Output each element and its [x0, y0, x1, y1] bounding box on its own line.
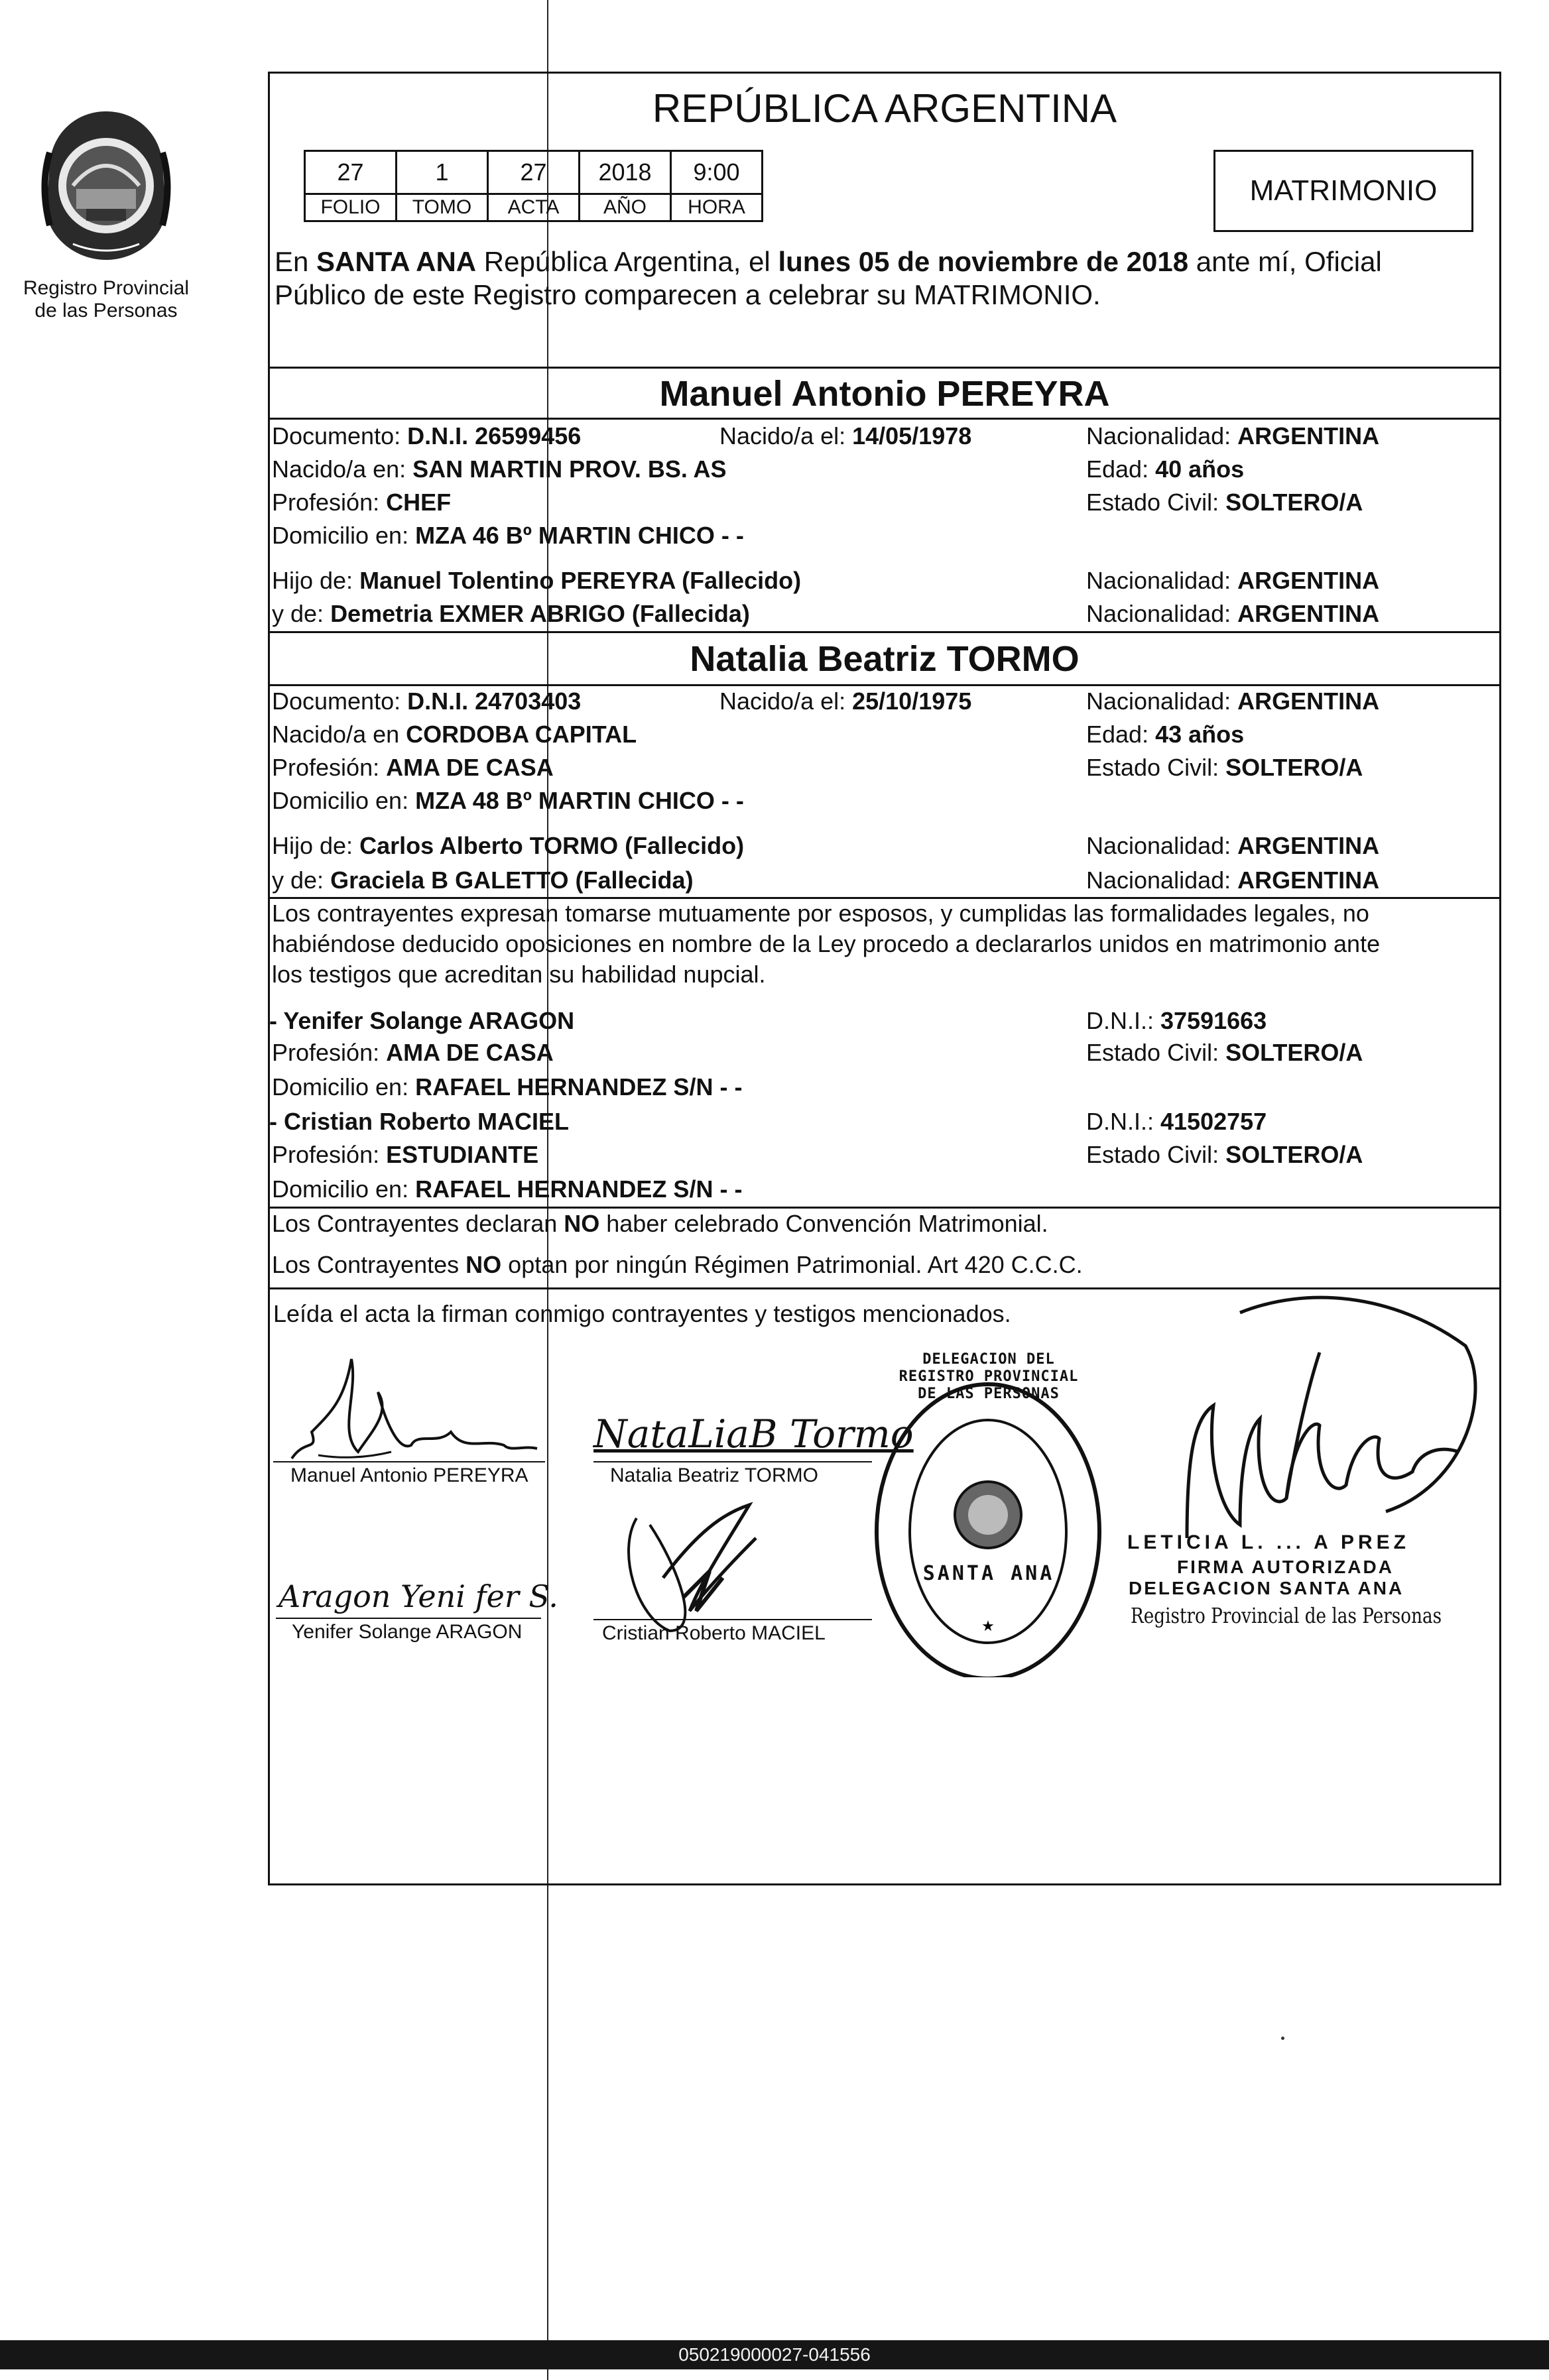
text: Los Contrayentes declaran: [272, 1210, 564, 1237]
value: CHEF: [386, 489, 452, 516]
record-reference-table: [304, 150, 763, 222]
label: y de:: [272, 866, 331, 894]
hour-value: 9:00: [671, 151, 763, 194]
witness1-address: [272, 1073, 742, 1102]
witness1-dni: [1086, 1006, 1267, 1036]
label: Nacionalidad:: [1086, 687, 1238, 715]
signature-line: [593, 1461, 872, 1462]
spouse1-father: [272, 566, 801, 595]
value: ARGENTINA: [1237, 567, 1380, 594]
tomo-value: 1: [397, 151, 488, 194]
value: SOLTERO/A: [1225, 754, 1363, 781]
value: ESTUDIANTE: [386, 1141, 539, 1168]
year-value: 2018: [580, 151, 671, 194]
value: AMA DE CASA: [386, 754, 554, 781]
declaration-line1: Los contrayentes expresan tomarse mutuamente por esposos, y cumplidas las formalidades legales, no: [272, 900, 1369, 927]
svg-text:★: ★: [981, 1618, 995, 1635]
declaration-line2: habiéndose deducido oposiciones en nombre de la Ley procedo a declararlos unidos en matrimonio ante: [272, 930, 1381, 957]
text: Los Contrayentes: [272, 1251, 466, 1278]
label: Domicilio en:: [272, 1073, 416, 1101]
label: Documento:: [272, 687, 408, 715]
spouse2-name: Natalia Beatriz TORMO: [690, 639, 1080, 679]
tomo-label: TOMO: [397, 194, 488, 221]
divider: [268, 418, 1501, 420]
value: SAN MARTIN PROV. BS. AS: [412, 455, 727, 483]
spouse2-birthplace: [272, 720, 637, 749]
record-type-box: MATRIMONIO: [1213, 150, 1473, 232]
label: Estado Civil:: [1086, 1141, 1226, 1168]
intro-city: SANTA ANA: [316, 246, 477, 277]
label: Nacionalidad:: [1086, 422, 1238, 449]
acta-label: ACTA: [488, 194, 580, 221]
value: RAFAEL HERNANDEZ S/N - -: [415, 1073, 743, 1101]
spouse2-nationality: [1086, 687, 1379, 716]
witness1-civil-status: [1086, 1038, 1363, 1067]
witness2-address: [272, 1175, 742, 1204]
label: Profesión:: [272, 1039, 387, 1066]
spouse2-address: [272, 786, 744, 815]
signature-yenifer: Aragon Yeni fer S.: [279, 1578, 558, 1614]
spouse1-age: [1086, 455, 1244, 484]
label: Domicilio en:: [272, 787, 416, 814]
registry-logo: [36, 106, 176, 265]
spouse2-age: [1086, 720, 1244, 749]
spouse2-birth-date: [719, 687, 971, 716]
witness2-name: - Cristian Roberto MACIEL: [269, 1108, 570, 1135]
value: 43 años: [1155, 721, 1245, 748]
value: Carlos Alberto TORMO (Fallecido): [359, 832, 745, 859]
spouse1-name: Manuel Antonio PEREYRA: [659, 374, 1110, 414]
spouse1-mother-nationality: [1086, 599, 1379, 628]
value: 14/05/1978: [852, 422, 972, 449]
intro-text-b: República Argentina, el: [476, 246, 778, 277]
value: RAFAEL HERNANDEZ S/N - -: [415, 1175, 743, 1203]
folio-label: FOLIO: [305, 194, 397, 221]
spouse1-birthplace: [272, 455, 727, 484]
spouse1-address: [272, 521, 744, 550]
convention-statement: [272, 1209, 1048, 1238]
spouse1-profession: [272, 488, 451, 517]
hour-label: HORA: [671, 194, 763, 221]
label: Nacionalidad:: [1086, 567, 1238, 594]
emphasis: NO: [564, 1210, 600, 1237]
intro-text-c: ante mí, Oficial: [1188, 246, 1382, 277]
label: Hijo de:: [272, 567, 360, 594]
value: ARGENTINA: [1237, 687, 1380, 715]
witness2-dni: [1086, 1107, 1267, 1136]
declaration-line3: los testigos que acreditan su habilidad nupcial.: [272, 961, 766, 988]
spouse2-father: [272, 831, 744, 861]
signature-manuel: [279, 1352, 544, 1472]
closing-statement: Leída el acta la firman conmigo contrayentes y testigos mencionados.: [273, 1300, 1011, 1327]
value: MZA 48 Bº MARTIN CHICO - -: [415, 787, 744, 814]
spouse1-mother: [272, 599, 750, 628]
signature-line: [593, 1619, 872, 1620]
folio-value: 27: [305, 151, 397, 194]
label: Edad:: [1086, 455, 1156, 483]
value: Demetria EXMER ABRIGO (Fallecida): [330, 600, 750, 627]
text: haber celebrado Convención Matrimonial.: [599, 1210, 1048, 1237]
witness1-profession: [272, 1038, 554, 1067]
label: Estado Civil:: [1086, 489, 1226, 516]
label: Nacido/a el:: [719, 422, 853, 449]
label: Edad:: [1086, 721, 1156, 748]
label: Nacionalidad:: [1086, 600, 1238, 627]
value: D.N.I. 26599456: [407, 422, 582, 449]
intro-date: lunes 05 de noviembre de 2018: [778, 246, 1189, 277]
spouse1-document: [272, 422, 581, 451]
label: Domicilio en:: [272, 1175, 416, 1203]
witness2-profession: [272, 1140, 538, 1169]
value: MZA 46 Bº MARTIN CHICO - -: [415, 522, 744, 549]
spouse1-father-nationality: [1086, 566, 1379, 595]
scan-dot: [1281, 2037, 1284, 2040]
label: Nacionalidad:: [1086, 866, 1238, 894]
signature-line: [276, 1618, 541, 1619]
spouse1-birth-date: [719, 422, 971, 451]
spouse2-document: [272, 687, 581, 716]
witness2-civil-status: [1086, 1140, 1363, 1169]
signer2-name: Natalia Beatriz TORMO: [610, 1464, 818, 1486]
registry-stamp: [869, 1366, 1107, 1677]
label: D.N.I.:: [1086, 1007, 1161, 1034]
logo-caption-line2: de las Personas: [34, 300, 178, 322]
label: y de:: [272, 600, 331, 627]
label: Nacido/a en:: [272, 455, 413, 483]
value: SOLTERO/A: [1225, 489, 1363, 516]
spouse2-mother: [272, 866, 694, 895]
value: ARGENTINA: [1237, 600, 1380, 627]
value: 41502757: [1160, 1108, 1267, 1135]
value: ARGENTINA: [1237, 866, 1380, 894]
value: ARGENTINA: [1237, 422, 1380, 449]
label: Documento:: [272, 422, 408, 449]
signature-natalia: NataLiaB Tormo: [593, 1411, 914, 1457]
spouse2-profession: [272, 753, 554, 782]
value: Graciela B GALETTO (Fallecida): [330, 866, 694, 894]
document-id-bar: 050219000027-041556: [0, 2340, 1549, 2369]
witness1-name: - Yenifer Solange ARAGON: [269, 1007, 575, 1034]
value: ARGENTINA: [1237, 832, 1380, 859]
spouse2-father-nationality: [1086, 831, 1379, 861]
label: Nacido/a en: [272, 721, 406, 748]
value: D.N.I. 24703403: [407, 687, 582, 715]
label: Profesión:: [272, 1141, 387, 1168]
label: Hijo de:: [272, 832, 360, 859]
text: optan por ningún Régimen Patrimonial. Art 420 C.C.C.: [501, 1251, 1083, 1278]
officer-name: LETICIA L. ... A PREZ: [1127, 1531, 1410, 1553]
label: Estado Civil:: [1086, 754, 1226, 781]
label: Profesión:: [272, 489, 387, 516]
signer3-name: Yenifer Solange ARAGON: [292, 1621, 523, 1643]
officer-registry: Registro Provincial de las Personas: [1131, 1603, 1442, 1628]
acta-value: 27: [488, 151, 580, 194]
value: 40 años: [1155, 455, 1245, 483]
divider: [268, 684, 1501, 686]
year-label: AÑO: [580, 194, 671, 221]
value: SOLTERO/A: [1225, 1039, 1363, 1066]
label: Nacionalidad:: [1086, 832, 1238, 859]
officer-office: DELEGACION SANTA ANA: [1129, 1578, 1404, 1598]
spouse2-mother-nationality: [1086, 866, 1379, 895]
spouse1-civil-status: [1086, 488, 1363, 517]
value: 25/10/1975: [852, 687, 972, 715]
stamp-center-text: SANTA ANA: [922, 1562, 1055, 1585]
emphasis: NO: [465, 1251, 502, 1278]
stamp-ring-text: DELEGACION DEL REGISTRO PROVINCIAL DE LAS PERSONAS: [898, 1351, 1079, 1402]
spouse1-nationality: [1086, 422, 1379, 451]
divider: [268, 631, 1501, 633]
logo-caption-line1: Registro Provincial: [23, 277, 190, 299]
country-title: REPÚBLICA ARGENTINA: [652, 86, 1117, 131]
divider: [268, 1207, 1501, 1209]
label: Profesión:: [272, 754, 387, 781]
signer4-name: Cristian Roberto MACIEL: [602, 1622, 826, 1644]
intro-line1: [275, 245, 1382, 278]
spouse2-civil-status: [1086, 753, 1363, 782]
divider: [268, 367, 1501, 369]
value: 37591663: [1160, 1007, 1267, 1034]
officer-title: FIRMA AUTORIZADA: [1177, 1557, 1394, 1577]
regime-statement: [272, 1250, 1083, 1279]
value: CORDOBA CAPITAL: [406, 721, 637, 748]
signer1-name: Manuel Antonio PEREYRA: [290, 1464, 528, 1486]
intro-text-a: En: [275, 246, 317, 277]
value: Manuel Tolentino PEREYRA (Fallecido): [359, 567, 802, 594]
intro-line2: Público de este Registro comparecen a celebrar su MATRIMONIO.: [275, 279, 1101, 310]
label: D.N.I.:: [1086, 1108, 1161, 1135]
label: Domicilio en:: [272, 522, 416, 549]
signature-line: [273, 1461, 545, 1462]
value: AMA DE CASA: [386, 1039, 554, 1066]
value: SOLTERO/A: [1225, 1141, 1363, 1168]
label: Estado Civil:: [1086, 1039, 1226, 1066]
label: Nacido/a el:: [719, 687, 853, 715]
